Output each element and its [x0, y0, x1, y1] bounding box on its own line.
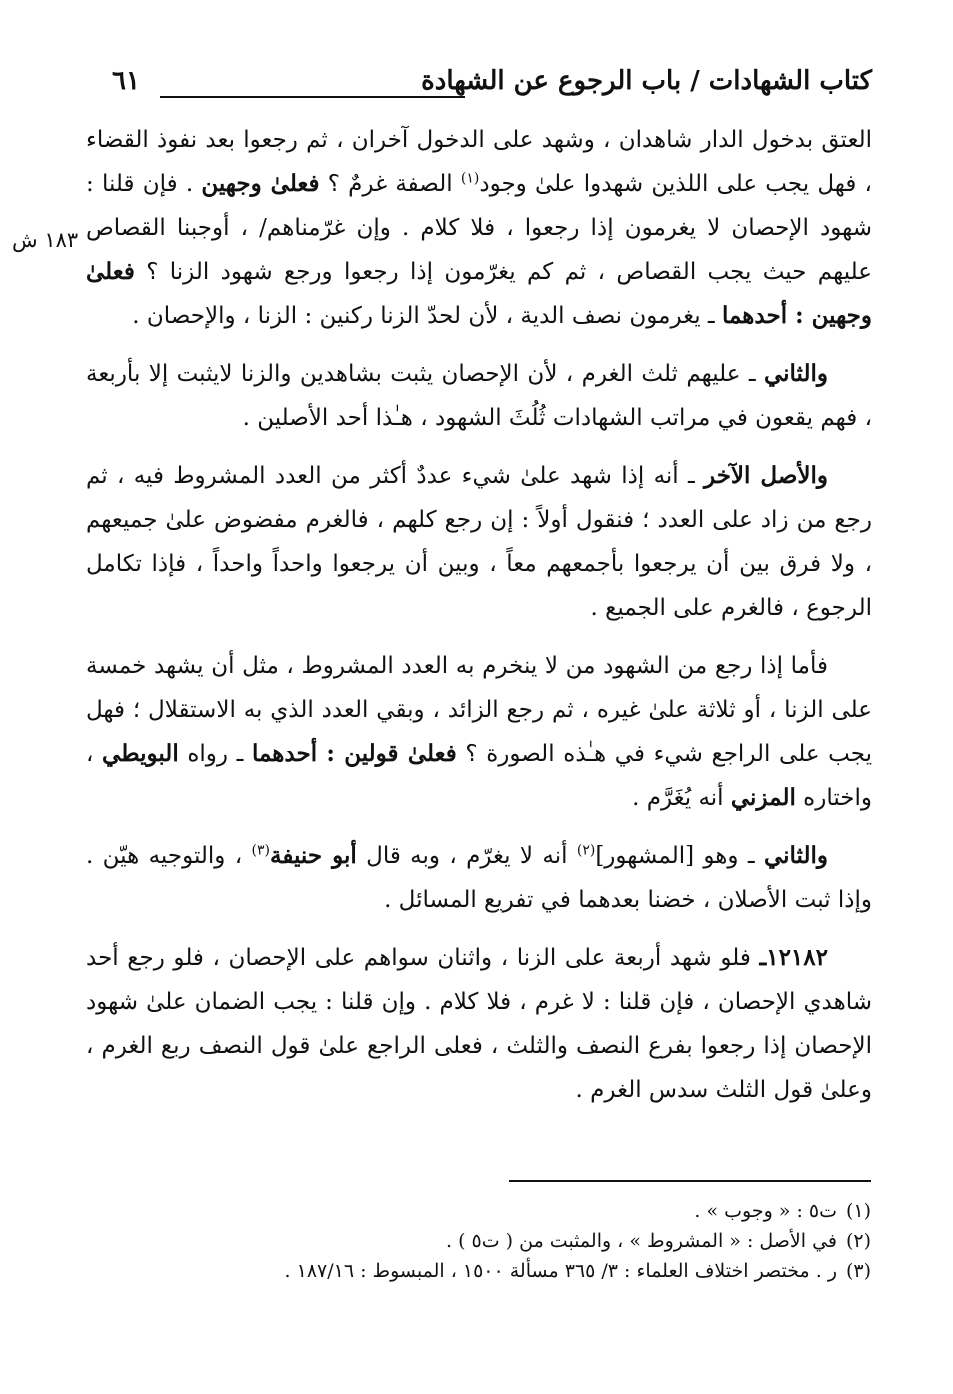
bold-phrase: فعلىٰ قولين : أحدهما [251, 740, 457, 767]
footnote-number: (٣) [845, 1260, 871, 1282]
bold-phrase: المزني [730, 784, 796, 811]
text-run: فأما إذا رجع من الشهود من لا ينخرم به العدد المشروط ، مثل أن يشهد خمسة على الزنا ، أو ثلاثة علىٰ غيره ، ثم رجع الزائد ، وبقي العدد الذي به الاستقلال ؛ فهل يجب على الراجع شيء في هـٰذه الصورة ؟ [86, 653, 872, 767]
bold-phrase: البويطي [102, 740, 179, 767]
bold-phrase: والثاني [763, 842, 828, 869]
footnote-text: ت٥ : « وجوب » . [694, 1200, 837, 1222]
text-run: ، والتوجيه هيّن . وإذا ثبت الأصلان ، خضنا بعدهما في تفريع المسائل . [86, 843, 872, 913]
text-run: ـ رواه [178, 741, 252, 767]
paragraph-5 [86, 834, 872, 922]
bold-phrase: أبو حنيفة [269, 842, 357, 869]
main-text [86, 118, 872, 1112]
bold-phrase: والثاني [763, 360, 828, 387]
text-run: الصفة غرمٌ ؟ [319, 171, 461, 197]
footnote-number: (١) [845, 1200, 871, 1222]
footnote-ref-3: (٣) [251, 842, 270, 859]
footnotes [91, 1196, 871, 1286]
footnote-text: في الأصل : « المشروط » ، والمثبت من ( ت٥ ) . [445, 1230, 837, 1252]
paragraph-6 [86, 936, 872, 1112]
footnote-1 [91, 1196, 871, 1226]
text-run: أنه يُغَرَّم . [632, 785, 731, 811]
paragraph-1 [86, 118, 872, 338]
bold-phrase: والأصل الآخر [704, 462, 828, 489]
running-title: كتاب الشهادات / باب الرجوع عن الشهادة [421, 66, 872, 96]
text-run: العتق بدخول الدار شاهدان ، وشهد على الدخول آخران ، ثم رجعوا بعد نفوذ القضاء ، فهل يجب على اللذين شهدوا علىٰ وجود [86, 127, 872, 197]
paragraph-2 [86, 352, 872, 440]
page-number: ٦١ [112, 66, 140, 96]
page-header [112, 66, 872, 106]
footnote-3 [91, 1256, 871, 1286]
bold-phrase: فعلىٰ وجهين [201, 170, 320, 197]
text-run: فلو شهد أربعة على الزنا ، واثنان سواهم على الإحصان ، فلو رجع أحد شاهدي الإحصان ، فإن قلنا : لا غرم ، فلا كلام . وإن قلنا : يجب الضمان علىٰ شهود الإحصان إذا رجعوا بفرع النصف والثلث ، فعلى الراجع علىٰ قول النصف ربع الغرم ، وعلىٰ قول الثلث سدس الغرم . [86, 945, 872, 1103]
text-run: ، واختاره [86, 741, 872, 811]
text-run: ـ عليهم ثلث الغرم ، لأن الإحصان يثبت بشاهدين والزنا لايثبت إلا بأربعة ، فهم يقعون في مراتب الشهادات ثُلُثَ الشهود ، هـٰذا أحد الأصلين . [86, 361, 872, 431]
paragraph-4 [86, 644, 872, 820]
paragraph-3 [86, 454, 872, 630]
bold-phrase: فعلىٰ وجهين : أحدهما [86, 258, 872, 329]
margin-folio-note: ١٨٣ ش [12, 228, 79, 252]
issue-number: ١٢١٨٢ـ [759, 944, 828, 971]
text-run: ـ يغرمون نصف الدية ، لأن لحدّ الزنا ركنين : الزنا ، والإحصان . [132, 303, 722, 329]
footnote-2 [91, 1226, 871, 1256]
text-run: ـ وهو [المشهور] [595, 843, 764, 869]
footnote-number: (٢) [845, 1230, 871, 1252]
text-run: . فإن قلنا : شهود الإحصان لا يغرمون إذا رجعوا ، فلا كلام . وإن غرّمناهم/ ، أوجبنا القصاص عليهم حيث يجب القصاص ، ثم كم يغرّمون إذا رجعوا ورجع شهود الزنا ؟ [86, 171, 872, 285]
footnote-ref-1: (١) [460, 170, 480, 187]
footnote-ref-2: (٢) [576, 842, 596, 859]
text-run: أنه لا يغرّم ، وبه قال [356, 843, 577, 869]
text-run: ـ أنه إذا شهد علىٰ شيء عددٌ أكثر من العدد المشروط فيه ، ثم رجع من زاد على العدد ؛ فنقول أولاً : إن رجع كلهم ، فالغرم مفضوض علىٰ جميعهم ، ولا فرق بين أن يرجعوا بأجمعهم معاً ، وبين أن يرجعوا واحداً واحداً ، فإذا تكامل الرجوع ، فالغرم على الجميع . [86, 463, 872, 621]
footnote-rule [509, 1180, 871, 1182]
footnote-text: ر . مختصر اختلاف العلماء : ٣/ ٣٦٥ مسألة ١٥٠٠ ، المبسوط : ١٨٧/١٦ . [284, 1260, 837, 1282]
header-rule [160, 96, 465, 98]
